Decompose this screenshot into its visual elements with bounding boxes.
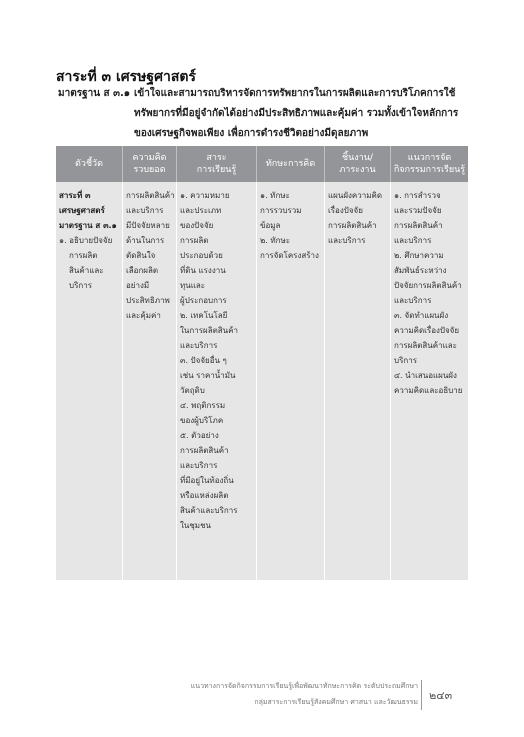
cell-line: ๓. ปัจจัยอื่น ๆ xyxy=(180,356,227,365)
cell-line: ๑. ทักษะ xyxy=(260,191,290,200)
header-thinking-skill xyxy=(256,146,324,182)
cell-line: ๑. การสำรวจ xyxy=(394,191,441,200)
cell-line: ๕. ตัวอย่าง xyxy=(180,431,219,440)
cell-line: ๓. จัดทำแผนผัง xyxy=(394,311,449,320)
cell-thinking-skill xyxy=(256,182,324,580)
cell-line: ประสิทธิภาพ xyxy=(126,296,170,305)
header-task xyxy=(324,146,390,182)
footer-divider xyxy=(421,680,422,710)
page-title: สาระที่ ๓ เศรษฐศาสตร์ xyxy=(56,69,197,85)
cell-line: เรื่องปัจจัย xyxy=(328,206,363,215)
standard-line: เข้าใจและสามารถบริหารจัดการทรัพยากรในการผลิตและการบริโภคการใช้ xyxy=(134,88,456,99)
table-header-row xyxy=(56,146,468,182)
cell-line: การผลิต xyxy=(69,251,98,260)
cell-line: และบริการ xyxy=(394,236,432,245)
header-text: ชิ้นงาน/ xyxy=(342,153,373,163)
standard-label: มาตรฐาน ส ๓.๑ xyxy=(58,88,131,99)
cell-line: ปัจจัยการผลิตสินค้า xyxy=(394,281,462,290)
cell-line: ๔. นำเสนอแผนผัง xyxy=(394,371,457,380)
cell-line: สาระที่ ๓ xyxy=(59,191,91,200)
header-text: ทักษะการคิด xyxy=(265,159,316,169)
cell-line: ประกอบด้วย xyxy=(180,251,223,260)
cell-line: การผลิตสินค้า xyxy=(126,191,175,200)
cell-line: มาตรฐาน ส ๓.๑ xyxy=(59,221,117,230)
cell-line: ข้อมูล xyxy=(260,221,281,230)
cell-line: การผลิตสินค้า xyxy=(328,221,377,230)
cell-line: และบริการ xyxy=(180,461,218,470)
cell-line: สินค้าและบริการ xyxy=(180,506,238,515)
cell-concept xyxy=(122,182,176,580)
cell-line: เช่น ราคาน้ำมัน xyxy=(180,371,236,380)
cell-line: อย่างมี xyxy=(126,281,150,290)
header-indicator xyxy=(56,146,122,182)
standard-line: ทรัพยากรที่มีอยู่จำกัดได้อย่างมีประสิทธิภาพและคุ้มค่า รวมทั้งเข้าใจหลักการ xyxy=(134,108,459,119)
footer-subject-group: กลุ่มสาระการเรียนรู้สังคมศึกษา ศาสนา และวัฒนธรรม xyxy=(254,698,418,706)
cell-line: และคุ้มค่า xyxy=(126,311,161,320)
cell-line: การรวบรวม xyxy=(260,206,302,215)
cell-line: ทุนและ xyxy=(180,281,206,290)
cell-line: และบริการ xyxy=(394,296,432,305)
header-concept xyxy=(122,146,176,182)
header-activities xyxy=(390,146,468,182)
cell-line: การผลิต xyxy=(180,236,209,245)
cell-line: การจัดโครงสร้าง xyxy=(260,251,319,260)
cell-line: ผู้ประกอบการ xyxy=(180,296,227,305)
cell-line: สินค้าและ xyxy=(69,266,104,275)
header-text: ความคิด xyxy=(132,153,167,163)
cell-line: การผลิตสินค้า xyxy=(180,446,229,455)
learning-plan-table xyxy=(56,146,468,580)
cell-activities xyxy=(390,182,468,580)
cell-line: การผลิตสินค้าและ xyxy=(394,341,457,350)
cell-line: ของผู้บริโภค xyxy=(180,416,224,425)
cell-line: เลือกผลิต xyxy=(126,266,159,275)
cell-line: ในชุมชน xyxy=(180,521,211,530)
cell-line: ตัดสินใจ xyxy=(126,251,156,260)
header-text: กิจกรรมการเรียนรู้ xyxy=(393,165,466,175)
header-text: การเรียนรู้ xyxy=(196,165,237,175)
cell-line: และประเภท xyxy=(180,206,222,215)
header-text: รวบยอด xyxy=(133,165,166,175)
header-text: สาระ xyxy=(206,153,227,163)
cell-line: ๑. ความหมาย xyxy=(180,191,230,200)
header-content xyxy=(176,146,256,182)
footer-book-title: แนวทางการจัดกิจกรรมการเรียนรู้เพื่อพัฒนาทักษะการคิด ระดับประถมศึกษา xyxy=(190,682,418,690)
table-row xyxy=(56,182,468,580)
header-text: ภาระงาน xyxy=(339,165,376,175)
cell-line: สัมพันธ์ระหว่าง xyxy=(394,266,447,275)
standard-description xyxy=(134,84,474,144)
cell-line: ๒. ศึกษาความ xyxy=(394,251,444,260)
cell-line: บริการ xyxy=(394,356,418,365)
cell-line: วัตถุดิบ xyxy=(180,386,205,395)
cell-line: แผนผังความคิด xyxy=(328,191,383,200)
cell-line: และบริการ xyxy=(180,341,218,350)
cell-line: ความคิดและอธิบาย xyxy=(394,386,463,395)
cell-line: ด้านในการ xyxy=(126,236,165,245)
header-text: แนวการจัด xyxy=(407,153,452,163)
cell-line: การผลิตสินค้า xyxy=(394,221,443,230)
cell-line: ๔. พฤติกรรม xyxy=(180,401,226,410)
cell-task xyxy=(324,182,390,580)
cell-line: เศรษฐศาสตร์ xyxy=(59,206,105,215)
cell-line: มีปัจจัยหลาย xyxy=(126,221,170,230)
cell-line: ความคิดเรื่องปัจจัย xyxy=(394,326,460,335)
cell-line: บริการ xyxy=(69,281,93,290)
cell-line: และบริการ xyxy=(126,206,164,215)
cell-content xyxy=(176,182,256,580)
cell-indicator xyxy=(56,182,122,580)
cell-line: ๑. อธิบายปัจจัย xyxy=(59,236,113,245)
cell-line: หรือแหล่งผลิต xyxy=(180,491,229,500)
cell-line: และบริการ xyxy=(328,236,366,245)
cell-line: ๒. เทคโนโลยี xyxy=(180,311,228,320)
cell-line: ในการผลิตสินค้า xyxy=(180,326,238,335)
cell-line: ที่ดิน แรงงาน xyxy=(180,266,226,275)
header-text: ตัวชี้วัด xyxy=(75,159,103,169)
cell-line: และรวมปัจจัย xyxy=(394,206,442,215)
page-number: ๒๔๓ xyxy=(429,689,453,702)
cell-line: ที่มีอยู่ในท้องถิ่น xyxy=(180,476,234,485)
cell-line: ของปัจจัย xyxy=(180,221,214,230)
cell-line: ๒. ทักษะ xyxy=(260,236,291,245)
standard-line: ของเศรษฐกิจพอเพียง เพื่อการดำรงชีวิตอย่างมีดุลยภาพ xyxy=(134,128,369,139)
